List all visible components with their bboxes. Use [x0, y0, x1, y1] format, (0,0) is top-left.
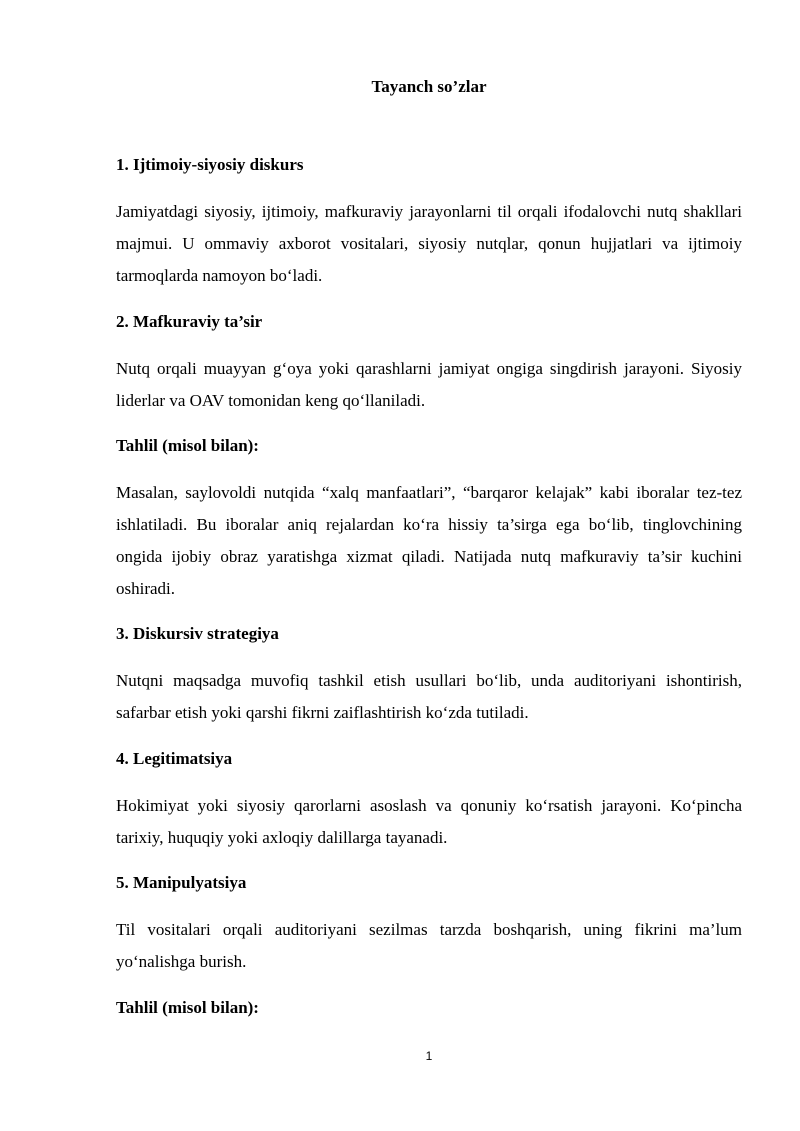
section-heading-tahlil-1: Tahlil (misol bilan):	[116, 436, 259, 455]
section-paragraph-legitimatsiya: Hokimiyat yoki siyosiy qarorlarni asoslash va qonuniy ko‘rsatish jarayoni. Ko‘pincha tarixiy, huquqiy yoki axloqiy dalillarga tayanadi.	[116, 796, 742, 847]
section-paragraph-diskursiv-strategiya: Nutqni maqsadga muvofiq tashkil etish usullari bo‘lib, unda auditoriyani ishontirish, safarbar etish yoki qarshi fikrni zaiflashtirish ko‘zda tutiladi.	[116, 671, 742, 722]
section-heading-tahlil-2: Tahlil (misol bilan):	[116, 998, 259, 1017]
section-paragraph-mafkuraviy-tasir: Nutq orqali muayyan g‘oya yoki qarashlarni jamiyat ongiga singdirish jarayoni. Siyosiy liderlar va OAV tomonidan keng qo‘llaniladi.	[116, 359, 742, 410]
section-heading-legitimatsiya: 4. Legitimatsiya	[116, 749, 233, 768]
section-heading-mafkuraviy-tasir: 2. Mafkuraviy ta’sir	[116, 312, 263, 331]
page-number: 1	[425, 1049, 433, 1063]
section-heading-manipulyatsiya: 5. Manipulyatsiya	[116, 873, 247, 892]
section-heading-diskursiv-strategiya: 3. Diskursiv strategiya	[116, 624, 279, 643]
section-paragraph-ijtimoiy-siyosiy-diskurs: Jamiyatdagi siyosiy, ijtimoiy, mafkuraviy jarayonlarni til orqali ifodalovchi nutq shakllari majmui. U ommaviy axborot vositalari, siyosiy nutqlar, qonun hujjatlari va ijtimoiy tarmoqlarda namoyon bo‘ladi.	[116, 202, 742, 285]
section-heading-ijtimoiy-siyosiy-diskurs: 1. Ijtimoiy-siyosiy diskurs	[116, 155, 304, 174]
section-paragraph-tahlil-1: Masalan, saylovoldi nutqida “xalq manfaatlari”, “barqaror kelajak” kabi iboralar tez-tez ishlatiladi. Bu iboralar aniq rejalardan ko‘ra hissiy ta’sirga ega bo‘lib, tinglovchining ongida ijobiy obraz yaratishga xizmat qiladi. Natijada nutq mafkuraviy ta’sir kuchini oshiradi.	[116, 483, 742, 598]
section-paragraph-manipulyatsiya: Til vositalari orqali auditoriyani sezilmas tarzda boshqarish, uning fikrini ma’lum yo‘nalishga burish.	[116, 920, 742, 971]
page-title: Tayanch so’zlar	[371, 77, 487, 96]
